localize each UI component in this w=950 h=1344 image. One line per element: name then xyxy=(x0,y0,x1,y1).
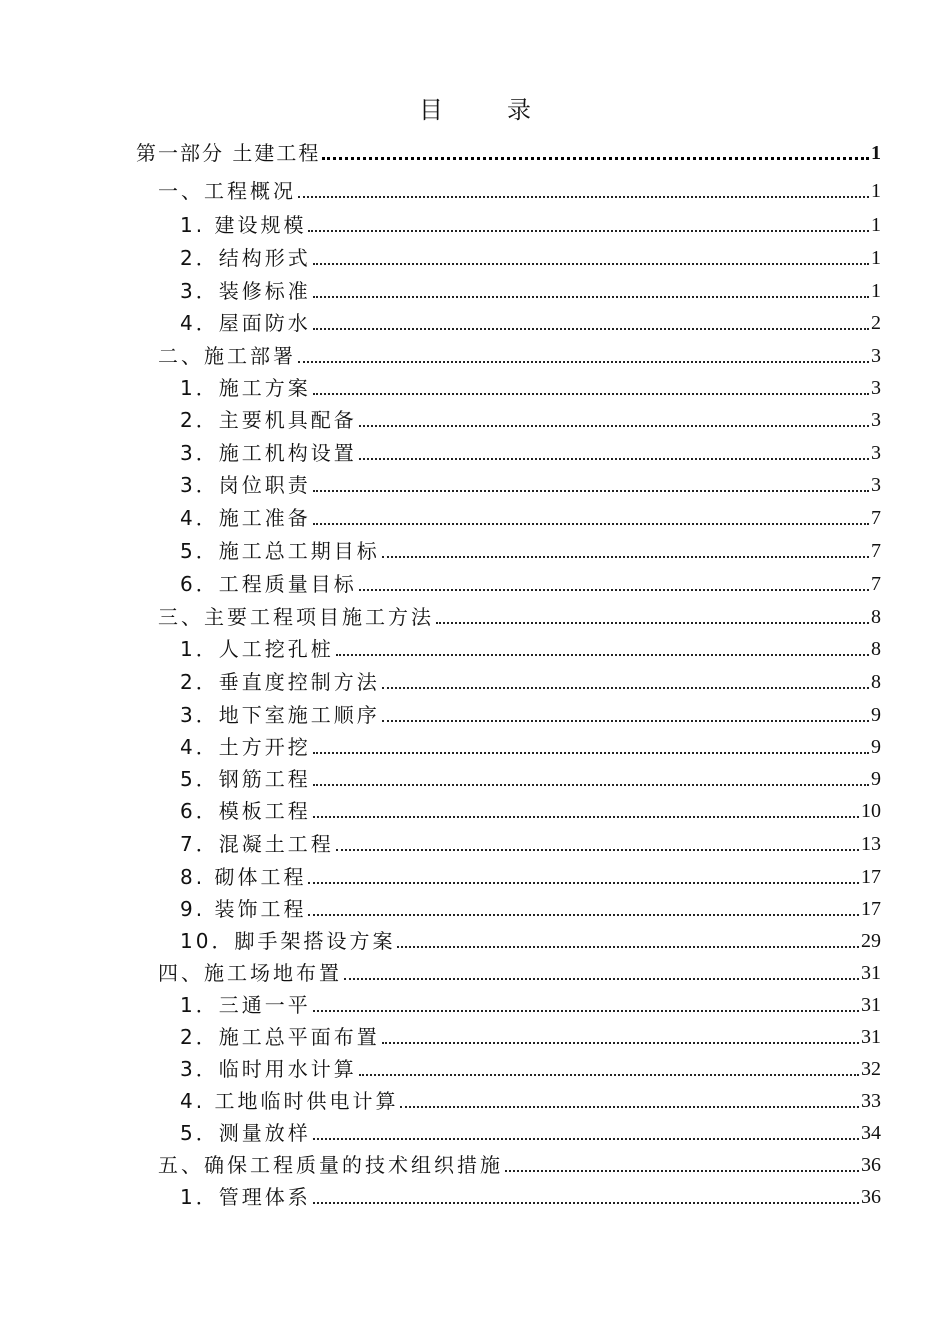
toc-entry-label: 3．临时用水计算 xyxy=(180,1057,357,1081)
toc-entry-page-number: 3 xyxy=(871,442,881,464)
toc-entry-page-number: 3 xyxy=(871,409,881,431)
toc-entry[interactable] xyxy=(180,468,881,498)
dot-leader xyxy=(382,1042,859,1044)
toc-entry-page-number: 7 xyxy=(871,540,881,562)
dot-leader xyxy=(298,361,869,363)
dot-leader xyxy=(336,849,859,851)
dot-leader xyxy=(313,1138,859,1140)
toc-entry-label: 五、确保工程质量的技术组织措施 xyxy=(158,1153,503,1177)
dot-leader xyxy=(382,720,869,722)
toc-entry[interactable] xyxy=(180,274,881,304)
toc-entry[interactable] xyxy=(180,860,881,890)
toc-entry-page-number: 1 xyxy=(871,142,881,164)
toc-entry-label: 10．脚手架搭设方案 xyxy=(180,929,396,953)
dot-leader xyxy=(313,263,869,265)
toc-entry-label: 4．屋面防水 xyxy=(180,311,311,335)
toc-entry-page-number: 31 xyxy=(861,962,881,984)
toc-entry[interactable] xyxy=(180,762,881,792)
toc-entry[interactable] xyxy=(180,1180,881,1210)
dot-leader xyxy=(382,687,869,689)
toc-entry[interactable] xyxy=(180,1052,881,1082)
toc-entry-label: 6．工程质量目标 xyxy=(180,572,357,596)
toc-entry-page-number: 8 xyxy=(871,671,881,693)
toc-entry-page-number: 9 xyxy=(871,736,881,758)
toc-entry-label: 8. 砌体工程 xyxy=(180,865,307,889)
dot-leader xyxy=(313,1010,859,1012)
toc-entry-page-number: 7 xyxy=(871,573,881,595)
toc-entry-label: 一、工程概况 xyxy=(158,179,296,203)
toc-entry[interactable] xyxy=(158,174,881,204)
dot-leader xyxy=(313,328,869,330)
toc-entry-page-number: 10 xyxy=(861,800,881,822)
toc-entry-label: 第一部分 土建工程 xyxy=(136,141,321,165)
toc-entry[interactable] xyxy=(180,632,881,662)
dot-leader xyxy=(322,157,869,160)
toc-entry[interactable] xyxy=(180,241,881,271)
toc-entry-page-number: 2 xyxy=(871,312,881,334)
toc-entry[interactable] xyxy=(180,730,881,760)
toc-entry-page-number: 7 xyxy=(871,507,881,529)
toc-entry-label: 4．施工准备 xyxy=(180,506,311,530)
toc-entry-page-number: 31 xyxy=(861,1026,881,1048)
toc-entry-page-number: 34 xyxy=(861,1122,881,1144)
toc-entry[interactable] xyxy=(158,339,881,369)
dot-leader xyxy=(313,523,869,525)
page-title: 目录 xyxy=(419,96,595,124)
toc-entry[interactable] xyxy=(158,600,881,630)
toc-entry-label: 1．管理体系 xyxy=(180,1185,311,1209)
toc-entry[interactable] xyxy=(180,698,881,728)
toc-entry-page-number: 3 xyxy=(871,377,881,399)
dot-leader xyxy=(400,1106,859,1108)
toc-entry-page-number: 1 xyxy=(871,280,881,302)
toc-entry-label: 4. 工地临时供电计算 xyxy=(180,1089,399,1113)
toc-entry[interactable] xyxy=(180,371,881,401)
dot-leader xyxy=(313,1202,859,1204)
toc-entry-label: 4．土方开挖 xyxy=(180,735,311,759)
dot-leader xyxy=(313,393,869,395)
toc-entry-label: 1．施工方案 xyxy=(180,376,311,400)
toc-entry[interactable] xyxy=(180,567,881,597)
dot-leader xyxy=(359,589,869,591)
toc-entry-label: 四、施工场地布置 xyxy=(158,961,342,985)
toc-entry-label: 5．施工总工期目标 xyxy=(180,539,380,563)
toc-entry-page-number: 31 xyxy=(861,994,881,1016)
dot-leader xyxy=(336,654,869,656)
dot-leader xyxy=(344,978,859,980)
toc-entry-label: 三、主要工程项目施工方法 xyxy=(158,605,434,629)
dot-leader xyxy=(313,752,869,754)
toc-entry-label: 2．垂直度控制方法 xyxy=(180,670,380,694)
toc-entry[interactable] xyxy=(180,892,881,922)
dot-leader xyxy=(313,296,869,298)
dot-leader xyxy=(313,784,869,786)
dot-leader xyxy=(505,1170,859,1172)
toc-entry-page-number: 1 xyxy=(871,214,881,236)
toc-entry[interactable] xyxy=(180,924,881,954)
toc-entry[interactable] xyxy=(180,1084,881,1114)
toc-entry[interactable] xyxy=(180,208,881,238)
dot-leader xyxy=(313,490,869,492)
toc-entry-page-number: 36 xyxy=(861,1154,881,1176)
dot-leader xyxy=(359,1074,859,1076)
dot-leader xyxy=(359,425,869,427)
toc-entry-label: 2．主要机具配备 xyxy=(180,408,357,432)
dot-leader xyxy=(382,556,869,558)
toc-entry[interactable] xyxy=(158,956,881,986)
dot-leader xyxy=(359,458,869,460)
toc-entry[interactable] xyxy=(180,665,881,695)
toc-entry[interactable] xyxy=(180,794,881,824)
toc-entry[interactable] xyxy=(158,1148,881,1178)
toc-entry-label: 1．人工挖孔桩 xyxy=(180,637,334,661)
dot-leader xyxy=(308,882,859,884)
toc-entry-page-number: 9 xyxy=(871,768,881,790)
toc-entry-label: 2．结构形式 xyxy=(180,246,311,270)
toc-entry-page-number: 8 xyxy=(871,606,881,628)
toc-entry-page-number: 8 xyxy=(871,638,881,660)
toc-entry-page-number: 3 xyxy=(871,474,881,496)
dot-leader xyxy=(436,622,869,624)
toc-entry[interactable] xyxy=(180,827,881,857)
toc-entry-label: 二、施工部署 xyxy=(158,344,296,368)
toc-entry-page-number: 17 xyxy=(861,898,881,920)
toc-entry-page-number: 1 xyxy=(871,180,881,202)
toc-entry-label: 3．地下室施工顺序 xyxy=(180,703,380,727)
toc-entry-label: 1. 建设规模 xyxy=(180,213,307,237)
toc-entry-page-number: 9 xyxy=(871,704,881,726)
toc-entry-label: 2．施工总平面布置 xyxy=(180,1025,380,1049)
toc-entry-label: 3．施工机构设置 xyxy=(180,441,357,465)
toc-entry-label: 3．岗位职责 xyxy=(180,473,311,497)
toc-entry-label: 1．三通一平 xyxy=(180,993,311,1017)
toc-entry[interactable] xyxy=(180,1116,881,1146)
dot-leader xyxy=(308,230,869,232)
toc-entry-label: 5．钢筋工程 xyxy=(180,767,311,791)
dot-leader xyxy=(397,946,859,948)
dot-leader xyxy=(308,914,859,916)
toc-entry-page-number: 17 xyxy=(861,866,881,888)
toc-entry[interactable] xyxy=(180,403,881,433)
toc-entry[interactable] xyxy=(136,136,881,166)
toc-entry[interactable] xyxy=(180,1020,881,1050)
toc-entry-label: 6．模板工程 xyxy=(180,799,311,823)
toc-entry[interactable] xyxy=(180,436,881,466)
toc-entry-label: 3．装修标准 xyxy=(180,279,311,303)
toc-entry-label: 9. 装饰工程 xyxy=(180,897,307,921)
toc-entry-label: 5．测量放样 xyxy=(180,1121,311,1145)
toc-entry-page-number: 13 xyxy=(861,833,881,855)
toc-entry-page-number: 36 xyxy=(861,1186,881,1208)
toc-entry[interactable] xyxy=(180,534,881,564)
toc-entry-label: 7．混凝土工程 xyxy=(180,832,334,856)
dot-leader xyxy=(313,816,859,818)
toc-entry[interactable] xyxy=(180,501,881,531)
toc-entry-page-number: 29 xyxy=(861,930,881,952)
toc-entry-page-number: 1 xyxy=(871,247,881,269)
dot-leader xyxy=(298,196,869,198)
toc-entry-page-number: 33 xyxy=(861,1090,881,1112)
toc-entry-page-number: 3 xyxy=(871,345,881,367)
toc-entry[interactable] xyxy=(180,306,881,336)
toc-entry[interactable] xyxy=(180,988,881,1018)
toc-entry-page-number: 32 xyxy=(861,1058,881,1080)
